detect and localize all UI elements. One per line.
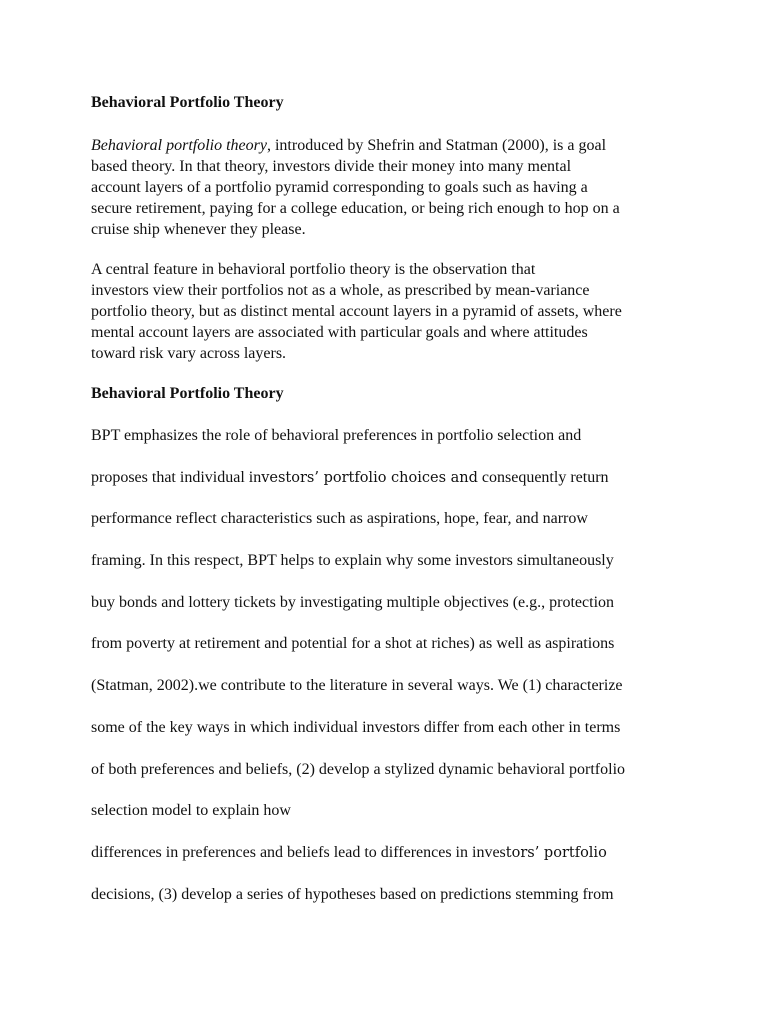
paragraph-3-line-3: performance reflect characteristics such as aspirations, hope, fear, and narrow <box>91 510 588 527</box>
paragraph-3-line-9: of both preferences and beliefs, (2) develop a stylized dynamic behavioral portfolio <box>91 761 626 778</box>
paragraph-1-line-2: based theory. In that theory, investors divide their money into many mental <box>91 158 572 175</box>
paragraph-1-line-1: Behavioral portfolio theory, introduced by Shefrin and Statman (2000), is a goal <box>91 137 607 154</box>
italic-term: Behavioral portfolio theory <box>91 137 267 154</box>
paragraph-3-line-10: selection model to explain how <box>91 802 291 819</box>
paragraph-3-line-6: from poverty at retirement and potential for a shot at riches) as well as aspirations <box>91 635 615 652</box>
paragraph-1-line-3: account layers of a portfolio pyramid corresponding to goals such as having a <box>91 179 588 196</box>
paragraph-3-line-8: some of the key ways in which individual investors differ from each other in terms <box>91 719 621 736</box>
paragraph-2 <box>91 259 691 364</box>
paragraph-2-line-4: mental account layers are associated with particular goals and where attitudes <box>91 324 588 341</box>
paragraph-3-line-5: buy bonds and lottery tickets by investigating multiple objectives (e.g., protection <box>91 594 615 611</box>
paragraph-2-line-2: investors view their portfolios not as a whole, as prescribed by mean-variance <box>91 282 590 299</box>
paragraph-3-line-7: (Statman, 2002).we contribute to the literature in several ways. We (1) characterize <box>91 677 623 694</box>
paragraph-3-line-1: BPT emphasizes the role of behavioral preferences in portfolio selection and <box>91 427 582 444</box>
paragraph-1-line-4: secure retirement, paying for a college education, or being rich enough to hop on a <box>91 200 620 217</box>
paragraph-3-line-11: differences in preferences and beliefs lead to differences in investors’ portfolio <box>91 844 607 861</box>
paragraph-3-line-12: decisions, (3) develop a series of hypotheses based on predictions stemming from <box>91 886 614 903</box>
paragraph-2-line-1: A central feature in behavioral portfolio theory is the observation that <box>91 261 536 278</box>
paragraph-3-line-4: framing. In this respect, BPT helps to explain why some investors simultaneously <box>91 552 614 569</box>
paragraph-3-line-2: proposes that individual investors’ portfolio choices and consequently return <box>91 469 609 486</box>
paragraph-1 <box>91 135 691 240</box>
paragraph-2-line-5: toward risk vary across layers. <box>91 345 287 362</box>
section-heading-1: Behavioral Portfolio Theory <box>91 94 284 111</box>
paragraph-2-line-3: portfolio theory, but as distinct mental account layers in a pyramid of assets, where <box>91 303 622 320</box>
paragraph-1-line-5: cruise ship whenever they please. <box>91 221 306 238</box>
section-heading-2: Behavioral Portfolio Theory <box>91 385 284 402</box>
